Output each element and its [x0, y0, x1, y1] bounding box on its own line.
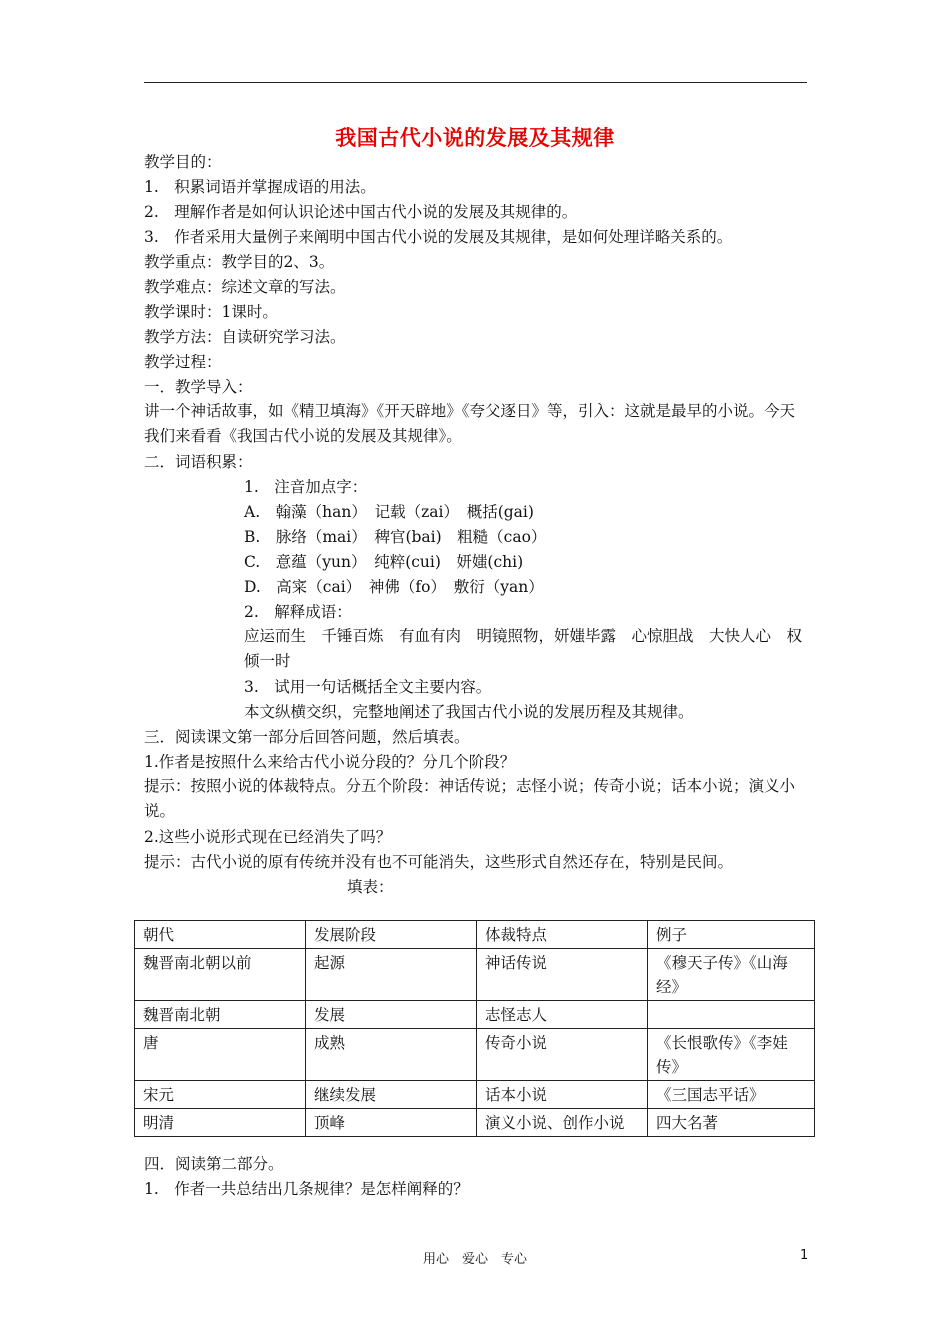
- table-cell: 演义小说、创作小说: [477, 1109, 648, 1137]
- table-cell: 神话传说: [477, 949, 648, 1001]
- table-cell: [648, 1001, 815, 1029]
- objective-2: 2. 理解作者是如何认识论述中国古代小说的发展及其规律的。: [144, 203, 578, 221]
- table-cell: 传奇小说: [477, 1029, 648, 1081]
- pinyin-row-b: B. 脉络（mai） 稗官(bai) 粗糙（cao）: [244, 528, 547, 546]
- table-row: [135, 1029, 815, 1081]
- table-header-cell: 朝代: [135, 921, 306, 949]
- answer-2: 提示：古代小说的原有传统并没有也不可能消失，这些形式自然还存在，特别是民间。: [144, 853, 734, 871]
- table-row: [135, 949, 815, 1001]
- table-cell: 魏晋南北朝: [135, 1001, 306, 1029]
- teaching-difficulty: 教学难点：综述文章的写法。: [144, 278, 346, 296]
- table-row: [135, 1109, 815, 1137]
- objective-1: 1. 积累词语并掌握成语的用法。: [144, 178, 376, 196]
- idiom-item-heading: 2. 解释成语：: [244, 603, 352, 621]
- section4-heading: 四．阅读第二部分。: [144, 1155, 284, 1173]
- table-cell: 宋元: [135, 1081, 306, 1109]
- objective-3: 3. 作者采用大量例子来阐明中国古代小说的发展及其规律，是如何处理详略关系的。: [144, 228, 733, 246]
- table-cell: 发展: [306, 1001, 477, 1029]
- objectives-heading: 教学目的：: [144, 153, 222, 171]
- page-title: 我国古代小说的发展及其规律: [335, 126, 615, 150]
- table-row: [135, 1081, 815, 1109]
- page-footer: 用心 爱心 专心: [422, 1252, 527, 1267]
- teaching-focus: 教学重点：教学目的2、3。: [144, 253, 335, 271]
- table-cell: 魏晋南北朝以前: [135, 949, 306, 1001]
- table-cell: 《长恨歌传》《李娃传》: [648, 1029, 815, 1081]
- table-cell: 四大名著: [648, 1109, 815, 1137]
- table-cell: 《三国志平话》: [648, 1081, 815, 1109]
- table-header-cell: 发展阶段: [306, 921, 477, 949]
- section1-heading: 一．教学导入：: [144, 378, 253, 396]
- section1-text: 讲一个神话故事，如《精卫填海》《开天辟地》《夸父逐日》等，引入：这就是最早的小说。今天我们来看看《我国古代小说的发展及其规律》。: [144, 402, 796, 445]
- summary-text: 本文纵横交织，完整地阐述了我国古代小说的发展历程及其规律。: [244, 703, 694, 721]
- table-cell: 起源: [306, 949, 477, 1001]
- table-cell: 唐: [135, 1029, 306, 1081]
- pinyin-row-c: C. 意蕴（yun） 纯粹(cui) 妍媸(chi): [244, 553, 524, 571]
- table-header-row: [135, 921, 815, 949]
- pinyin-row-a: A. 翰藻（han） 记载（zai） 概括(gai): [244, 503, 534, 521]
- table-cell: 成熟: [306, 1029, 477, 1081]
- question-2: 2.这些小说形式现在已经消失了吗？: [144, 828, 392, 846]
- answer-1: 提示：按照小说的体裁特点。分五个阶段：神话传说；志怪小说；传奇小说；话本小说；演义小说。: [144, 777, 796, 820]
- pinyin-row-d: D. 高寀（cai） 神佛（fo） 敷衍（yan）: [244, 578, 544, 596]
- summary-item-heading: 3. 试用一句话概括全文主要内容。: [244, 678, 492, 696]
- teaching-process: 教学过程：: [144, 353, 222, 371]
- section4-question-1: 1. 作者一共总结出几条规律？是怎样阐释的？: [144, 1180, 469, 1198]
- pinyin-item-heading: 1. 注音加点字：: [244, 478, 368, 496]
- teaching-method: 教学方法：自读研究学习法。: [144, 328, 346, 346]
- table-header-cell: 例子: [648, 921, 815, 949]
- idiom-list: 应运而生 千锤百炼 有血有肉 明镜照物，妍媸毕露 心惊胆战 大快人心 权倾一时: [244, 627, 803, 670]
- table-cell: 顶峰: [306, 1109, 477, 1137]
- table-row: [135, 1001, 815, 1029]
- table-cell: 志怪志人: [477, 1001, 648, 1029]
- table-caption: 填表：: [347, 878, 394, 896]
- novel-development-table: [134, 920, 815, 1137]
- table-cell: 继续发展: [306, 1081, 477, 1109]
- table-cell: 《穆天子传》《山海经》: [648, 949, 815, 1001]
- teaching-hours: 教学课时：1课时。: [144, 303, 278, 321]
- table-header-cell: 体裁特点: [477, 921, 648, 949]
- header-rule: [144, 82, 807, 83]
- section3-heading: 三．阅读课文第一部分后回答问题，然后填表。: [144, 728, 470, 746]
- table-cell: 明清: [135, 1109, 306, 1137]
- section2-heading: 二．词语积累：: [144, 453, 253, 471]
- page-number: 1: [800, 1248, 809, 1263]
- table-cell: 话本小说: [477, 1081, 648, 1109]
- question-1: 1.作者是按照什么来给古代小说分段的？分几个阶段？: [144, 753, 516, 771]
